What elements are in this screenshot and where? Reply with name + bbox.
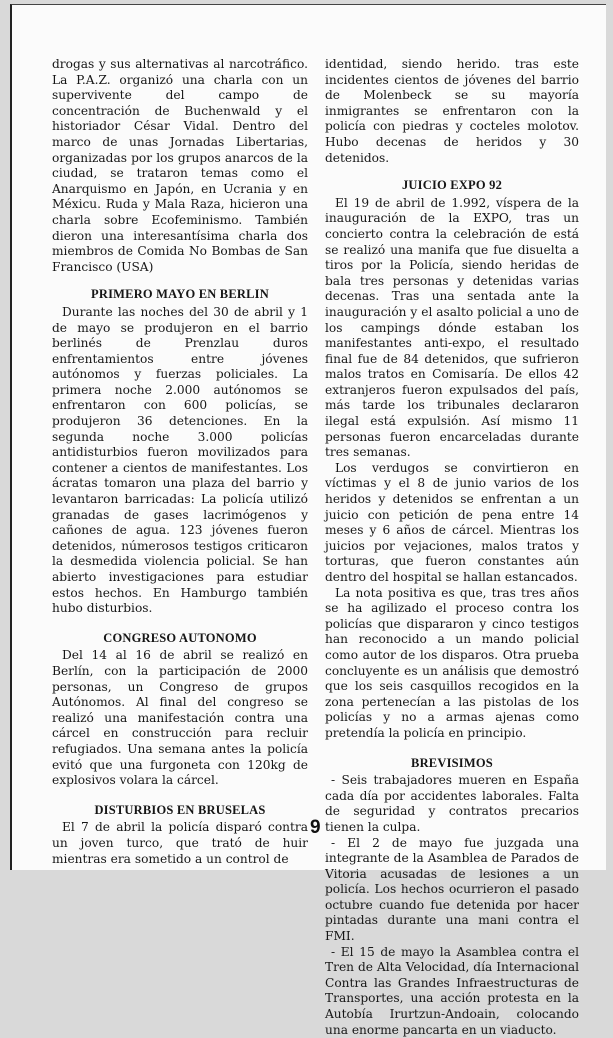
- page: [10, 4, 606, 1037]
- page-number: 9: [310, 817, 321, 838]
- juicio-expo-paragraph-3: La nota positiva es que, tras tres años se ha agilizado el proceso contra los policías que dispararon y cinco testigos han reconocido a un mando policial como autor de los disparos. Otra prueba concluyente es un análisis que demostró que los seis casquillos recogidos en la zona pertenecían a las pistolas de los policías y no a armas ajenas como pretendía la policía en principio.: [325, 585, 579, 740]
- section-title-juicio-expo: JUICIO EXPO 92: [401, 178, 503, 193]
- congreso-autonomo-paragraph: Del 14 al 16 de abril se realizó en Berlín, con la participación de 2000 personas, un Congreso de grupos Autónomos. Al final del congreso se realizó una manifestación contra una cárcel en construcción para recluir refugiados. Una semana antes la policía evitó que una furgoneta con 120kg de explosivos volara la cárcel.: [52, 648, 308, 788]
- juicio-expo-paragraph-1: El 19 de abril de 1.992, víspera de la inauguración de la EXPO, tras un concierto contra la celebración de está se realizó una manifa que fue disuelta a tiros por la Policía, siendo heridas de bala tres personas y detenidas varias decenas. Tras una sentada ante la inauguración y el asalto policial a uno de los campings dónde estaban los manifestantes anti-expo, el resultado final fue de 84 detenidos, que sufrieron malos tratos en Comisaría. De ellos 42 extranjeros fueron expulsados del país, más tarde los tribunales declararon ilegal está expulsión. Así mismo 11 personas fueron encarceladas durante tres semanas.: [325, 195, 579, 460]
- juicio-expo-paragraph-2: Los verdugos se convirtieron en víctimas y el 8 de junio varios de los heridos y detenidos se enfrentan a un juicio con petición de pena entre 14 meses y 6 años de cárcel. Mientras los juicios por vejaciones, malos tratos y torturas, que fueron constantes aún dentro del hospital se hallan estancados.: [325, 460, 579, 584]
- brevisimos-item-1: - Seis trabajadores mueren en España cada día por accidentes laborales. Falta de seguridad y contratos precarios tienen la culpa.: [325, 773, 579, 834]
- section-title-primero-mayo: PRIMERO MAYO EN BERLIN: [91, 287, 269, 302]
- primero-mayo-paragraph: Durante las noches del 30 de abril y 1 de mayo se produjeron en el barrio berlinés de Prenzlau duros enfrentamientos entre jóvenes autónomos y fuerzas policiales. La primera noche 2.000 autónomos se enfrentaron con 600 policías, se produjeron 36 detenciones. En la segunda noche 3.000 policías antidisturbios fueron movilizados para contener a cientos de manifestantes. Los ácratas tomaron una plaza del barrio y levantaron barricadas: La policía utilizó granadas de gases lacrimógenos y cañones de agua. 123 jóvenes fueron detenidos, númerosos testigos criticaron la desmedida violencia policial. Se han abierto investigaciones para estudiar estos hechos. En Hamburgo también hubo disturbios.: [52, 304, 308, 616]
- brevisimos-item-3: - El 15 de mayo la Asamblea contra el Tren de Alta Velocidad, día Internacional Contra las Grandes Infraestructuras de Transportes, una acción protesta en la Autobía Irurtzun-Andoain, colocando una enorme pancarta en un viaducto.: [325, 944, 579, 1037]
- right-intro-paragraph: identidad, siendo herido. tras este incidentes cientos de jóvenes del barrio de Molenbeck se su mayoría inmigrantes se enfrentaron con la policía con piedras y cocteles molotov. Hubo decenas de heridos y 30 detenidos.: [325, 57, 579, 165]
- brevisimos-item-2: - El 2 de mayo fue juzgada una integrante de la Asamblea de Parados de Vitoria acusadas de lesiones a un policía. Los hechos ocurrieron el pasado octubre cuando fue detenida por hacer pintadas durante una mani contra el FMI.: [325, 835, 579, 944]
- section-title-disturbios-bruselas: DISTURBIOS EN BRUSELAS: [94, 802, 266, 817]
- left-column: [52, 57, 308, 867]
- disturbios-bruselas-paragraph: El 7 de abril la policía disparó contra un joven turco, que trató de huir mientras era sometido a un control de: [52, 820, 308, 866]
- brevisimos-section: [325, 756, 579, 1038]
- section-title-congreso-autonomo: CONGRESO AUTONOMO: [103, 630, 257, 645]
- left-intro-paragraph: drogas y sus alternativas al narcotráfico. La P.A.Z. organizó una charla con un supervivente del campo de concentración de Buchenwald y el historiador César Vidal. Dentro del marco de unas Jornadas Libertarias, organizadas por los grupos anarcos de la ciudad, se trataron temas como el Anarquismo en Japón, en Ucrania y en Méxicu. Ruda y Mala Raza, hicieron una charla sobre Ecofeminismo. También dieron una interesantísima charla dos miembros de Comida No Bombas de San Francisco (USA): [52, 57, 308, 274]
- right-column: [325, 57, 579, 1038]
- section-title-brevisimos: BREVISIMOS: [411, 755, 493, 770]
